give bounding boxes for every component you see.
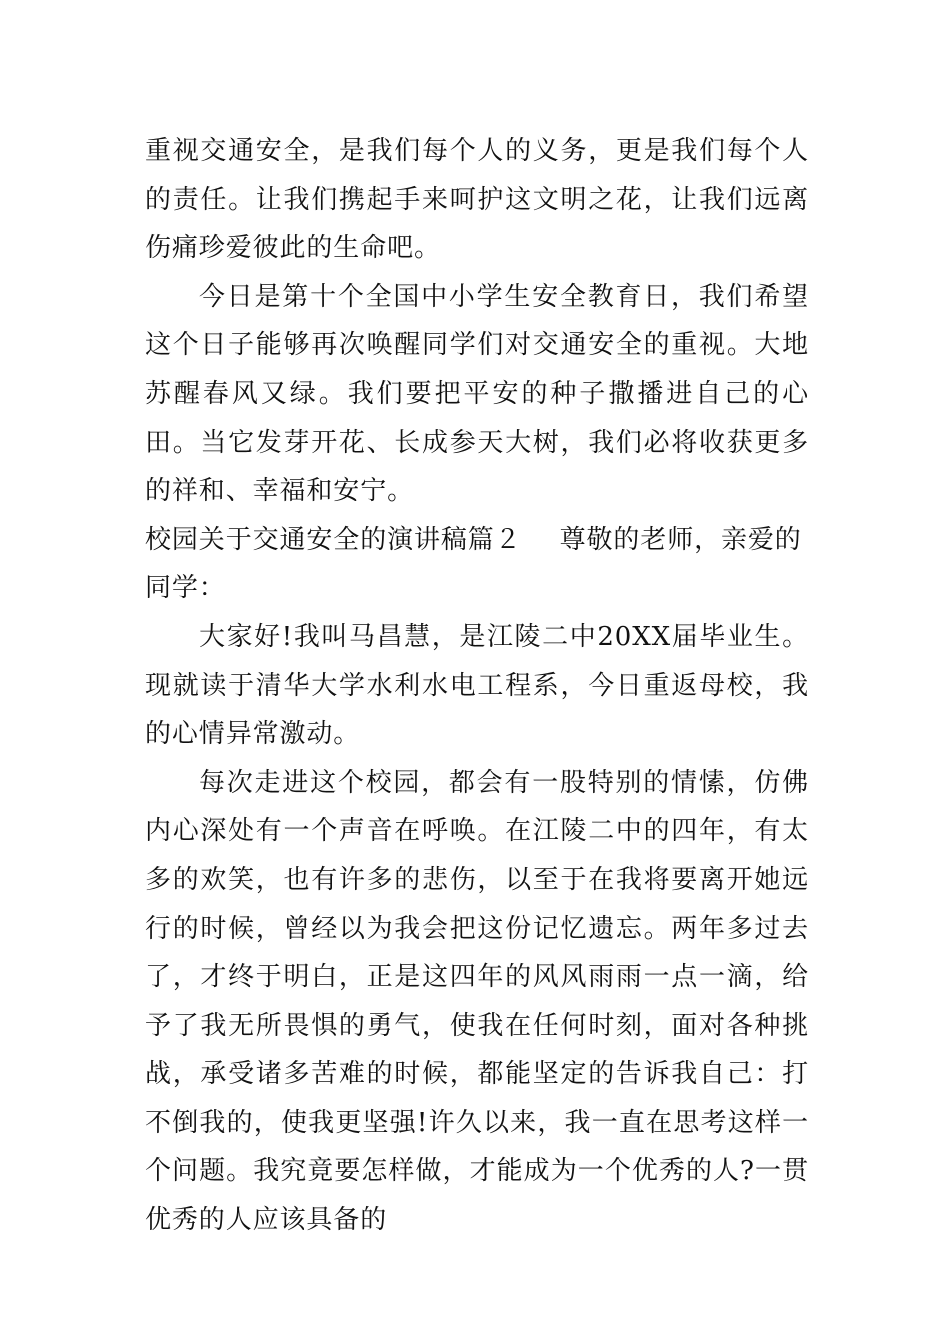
- paragraph-safety-education-day: 今日是第十个全国中小学生安全教育日，我们希望这个日子能够再次唤醒同学们对交通安全的重视。大地苏醒春风又绿。我们要把平安的种子撒播进自己的心田。当它发芽开花、长成参天大树，我们必将收获更多的祥和、幸福和安宁。: [145, 281, 809, 507]
- paragraph-traffic-safety-duty: 重视交通安全，是我们每个人的义务，更是我们每个人的责任。让我们携起手来呵护这文明之花，让我们远离伤痛珍爱彼此的生命吧。: [145, 136, 809, 264]
- speech-heading-line: [145, 516, 809, 613]
- paragraph-school-memories: 每次走进这个校园，都会有一股特别的情愫，仿佛内心深处有一个声音在呼唤。在江陵二中的四年，有太多的欢笑，也有许多的悲伤，以至于在我将要离开她远行的时候，曾经以为我会把这份记忆遗忘。两年多过去了，才终于明白，正是这四年的风风雨雨一点一滴，给予了我无所畏惧的勇气，使我在任何时刻，面对各种挑战，承受诸多苦难的时候，都能坚定的告诉我自己：打不倒我的，使我更坚强!许久以来，我一直在思考这样一个问题。我究竟要怎样做，才能成为一个优秀的人?一贯优秀的人应该具备的: [145, 767, 809, 1236]
- speech-heading: 校园关于交通安全的演讲稿篇２: [145, 524, 522, 555]
- paragraph-self-introduction: 大家好!我叫马昌慧，是江陵二中20XX届毕业生。现就读于清华大学水利水电工程系，今日重返母校，我的心情异常激动。: [145, 621, 809, 750]
- document-body: [145, 127, 809, 1245]
- speech-salutation: 尊敬的老师，亲爱的同学：: [145, 524, 802, 604]
